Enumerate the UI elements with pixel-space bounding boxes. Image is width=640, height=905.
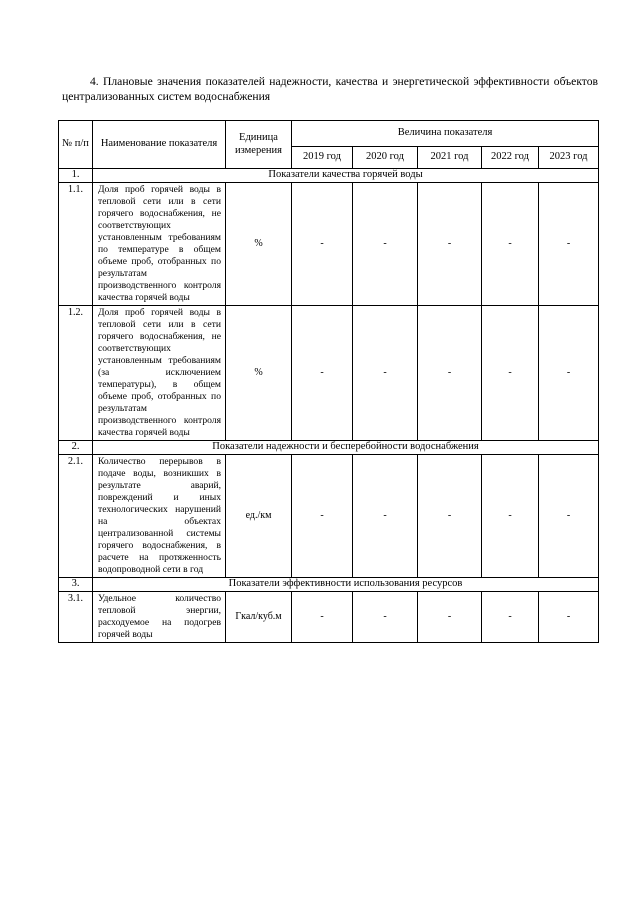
section-num: 1. [59, 169, 93, 183]
row-value: - [292, 455, 353, 578]
header-year: 2021 год [418, 147, 482, 169]
header-year: 2019 год [292, 147, 353, 169]
section-row [59, 169, 599, 183]
row-num: 3.1. [59, 592, 93, 643]
row-value: - [353, 183, 418, 306]
section-num: 3. [59, 578, 93, 592]
row-num: 1.2. [59, 306, 93, 441]
header-year: 2023 год [539, 147, 599, 169]
row-value: - [539, 455, 599, 578]
section-row [59, 441, 599, 455]
row-value: - [482, 592, 539, 643]
row-value: - [482, 306, 539, 441]
indicators-table [58, 120, 599, 643]
row-value: - [482, 183, 539, 306]
row-value: - [482, 455, 539, 578]
row-value: - [292, 183, 353, 306]
section-title: Показатели надежности и бесперебойности водоснабжения [93, 441, 599, 455]
row-value: - [539, 592, 599, 643]
header-value-group: Величина показателя [292, 121, 599, 147]
section-row [59, 578, 599, 592]
row-unit: % [226, 183, 292, 306]
row-value: - [292, 592, 353, 643]
row-value: - [353, 306, 418, 441]
row-unit: ед./км [226, 455, 292, 578]
header-num: № п/п [59, 121, 93, 169]
table-row [59, 183, 599, 306]
header-name: Наименование показателя [93, 121, 226, 169]
header-year: 2022 год [482, 147, 539, 169]
row-value: - [418, 592, 482, 643]
row-name: Доля проб горячей воды в тепловой сети или в сети горячего водоснабжения, не соответствующих установленным требованиям по температуре в общем объеме проб, отобранных по результатам производственного контроля качества горячей воды [93, 183, 226, 306]
section-num: 2. [59, 441, 93, 455]
row-value: - [353, 455, 418, 578]
row-name: Доля проб горячей воды в тепловой сети или в сети горячего водоснабжения, не соответствующих установленным требованиям (за исключением температуры), в общем объеме проб, отобранных по результатам производственного контроля качества горячей воды [93, 306, 226, 441]
section-title: Показатели эффективности использования ресурсов [93, 578, 599, 592]
table-row [59, 592, 599, 643]
table-row [59, 455, 599, 578]
row-value: - [418, 183, 482, 306]
row-unit: Гкал/куб.м [226, 592, 292, 643]
row-value: - [353, 592, 418, 643]
row-name: Удельное количество тепловой энергии, расходуемое на подогрев горячей воды [93, 592, 226, 643]
row-name: Количество перерывов в подаче воды, возникших в результате аварий, повреждений и иных технологических нарушений на объектах централизованной системы горячего водоснабжения, в расчете на протяженность водопроводной сети в год [93, 455, 226, 578]
section-heading: 4. Плановые значения показателей надежности, качества и энергетической эффективности объектов централизованных систем водоснабжения [62, 75, 598, 103]
row-value: - [539, 183, 599, 306]
row-num: 2.1. [59, 455, 93, 578]
row-value: - [418, 455, 482, 578]
table-row [59, 306, 599, 441]
row-value: - [539, 306, 599, 441]
row-unit: % [226, 306, 292, 441]
section-title: Показатели качества горячей воды [93, 169, 599, 183]
row-value: - [418, 306, 482, 441]
row-value: - [292, 306, 353, 441]
header-unit: Единица измерения [226, 121, 292, 169]
row-num: 1.1. [59, 183, 93, 306]
header-year: 2020 год [353, 147, 418, 169]
